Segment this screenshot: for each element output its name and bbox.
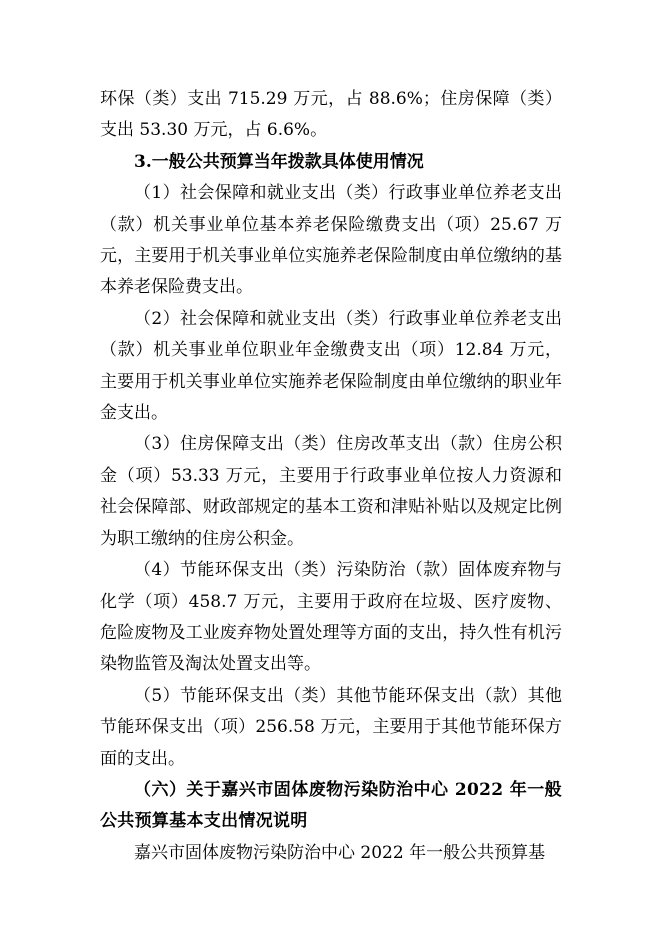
paragraph-item-2: （2）社会保障和就业支出（类）行政事业单位养老支出（款）机关事业单位职业年金缴费支出（项）12.84 万元，主要用于机关事业单位实施养老保险制度由单位缴纳的职业年金支出。 bbox=[100, 308, 562, 424]
section-heading-basic-expenditure: （六）关于嘉兴市固体废物污染防治中心 2022 年一般公共预算基本支出情况说明 bbox=[100, 779, 562, 832]
paragraph-item-5: （5）节能环保支出（类）其他节能环保支出（款）其他节能环保支出（项）256.58 万元，主要用于其他节能环保方面的支出。 bbox=[100, 685, 562, 769]
paragraph-item-4: （4）节能环保支出（类）污染防治（款）固体废弃物与化学（项）458.7 万元，主要用于政府在垃圾、医疗废物、危险废物及工业废弃物处置处理等方面的支出，持久性有机污染物监管及淘汰处置支出等。 bbox=[100, 560, 562, 675]
heading-appropriation-usage: 3.一般公共预算当年拨款具体使用情况 bbox=[134, 151, 424, 172]
paragraph-basic-expenditure-intro: 嘉兴市固体废物污染防治中心 2022 年一般公共预算基 bbox=[134, 842, 546, 863]
paragraph-item-1: （1）社会保障和就业支出（类）行政事业单位养老支出（款）机关事业单位基本养老保险缴费支出（项）25.67 万元，主要用于机关事业单位实施养老保险制度由单位缴纳的基本养老保险费支出。 bbox=[100, 183, 562, 298]
paragraph-expense-summary: 环保（类）支出 715.29 万元，占 88.6%；住房保障（类）支出 53.30 万元，占 6.6%。 bbox=[100, 89, 562, 141]
document-page bbox=[100, 84, 562, 869]
paragraph-item-3: （3）住房保障支出（类）住房改革支出（款）住房公积金（项）53.33 万元，主要用于行政事业单位按人力资源和社会保障部、财政部规定的基本工资和津贴补贴以及规定比例为职工缴纳的住房公积金。 bbox=[100, 434, 562, 549]
